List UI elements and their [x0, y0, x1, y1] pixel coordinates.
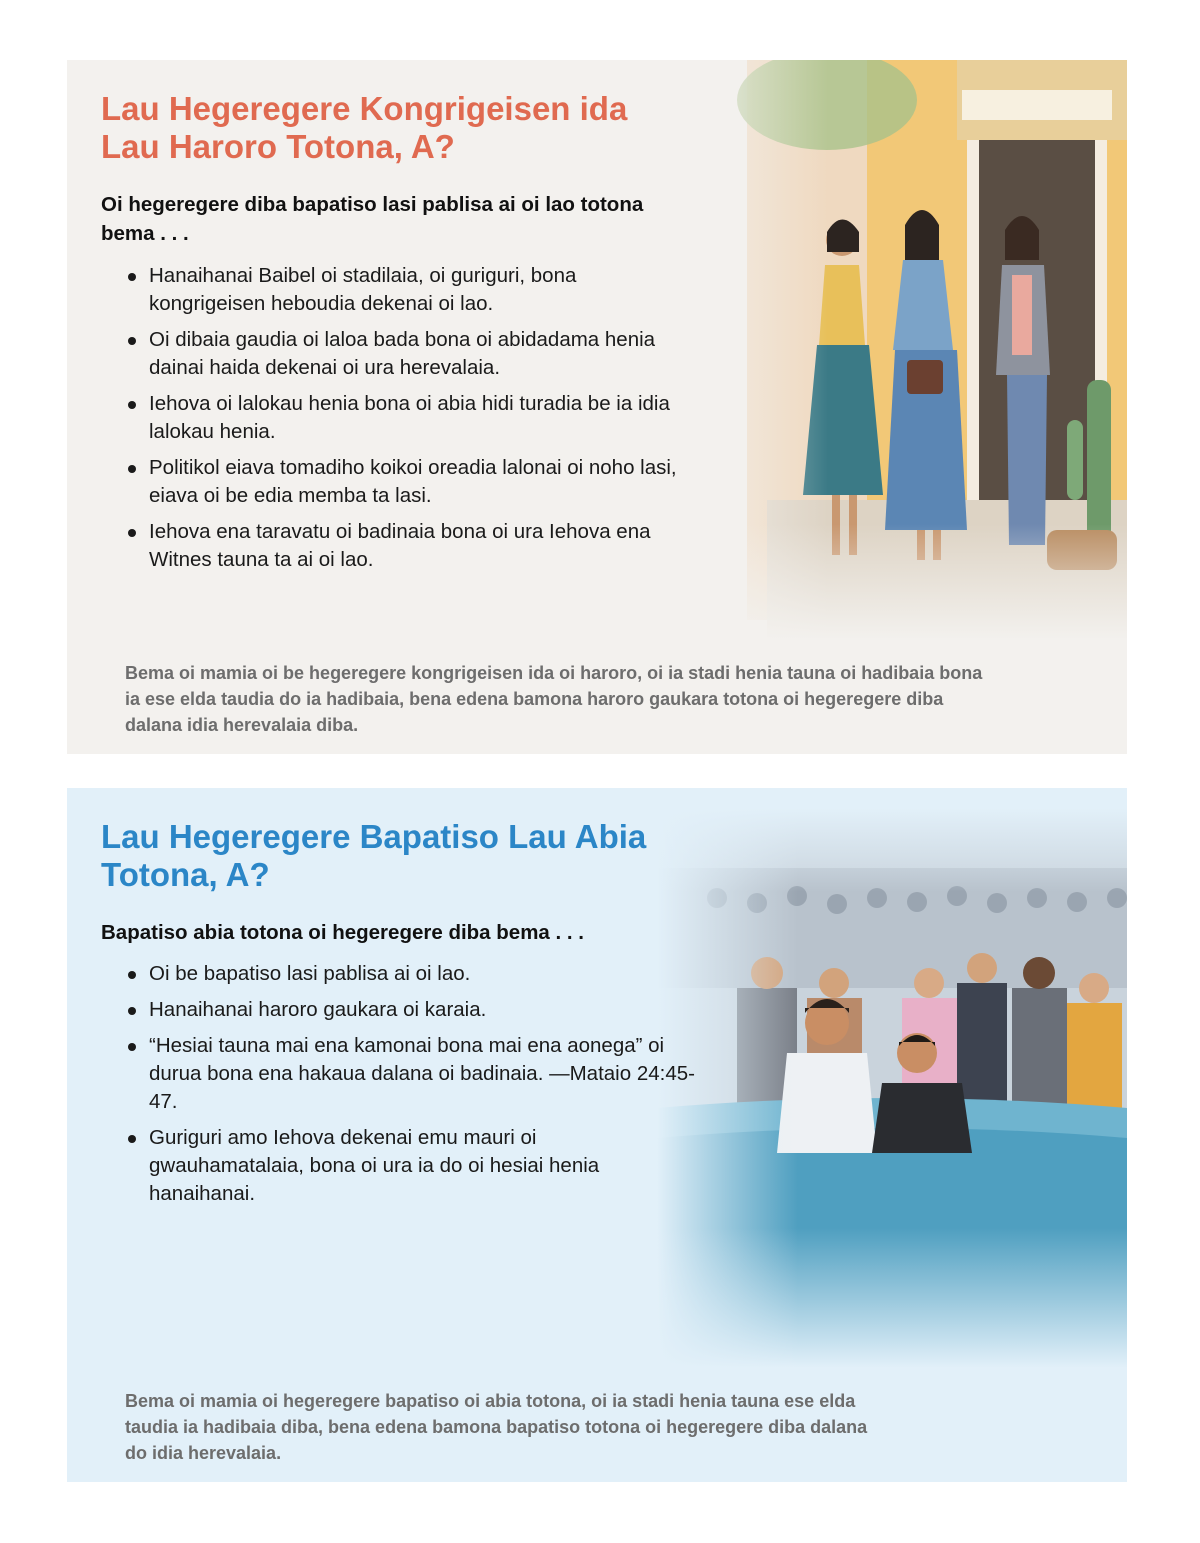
section-title: Lau Hegeregere Kongrigeisen ida Lau Haroro Totona, A?	[101, 90, 628, 165]
section-intro: Oi hegeregere diba bapatiso lasi pablisa ai oi lao totona bema . . .	[101, 193, 644, 245]
section-note: Bema oi mamia oi be hegeregere kongrigeisen ida oi haroro, oi ia stadi henia tauna oi hadibaia bona ia ese elda taudia do ia hadibaia, bena edena bamona haroro gaukara totona oi hegeregere diba dalana idia herevalaia diba.	[125, 663, 983, 735]
bullet-icon	[128, 1135, 136, 1143]
bullet-icon	[128, 971, 136, 979]
section-note: Bema oi mamia oi hegeregere bapatiso oi abia totona, oi ia stadi henia tauna ese elda taudia ia hadibaia diba, bena edena bamona bapatiso totona oi hegeregere diba dalana do idia herevalaia.	[125, 1391, 868, 1463]
list-item: Hanaihanai Baibel oi stadilaia, oi guriguri, bona kongrigeisen heboudia dekenai oi lao.	[125, 262, 695, 318]
section-intro: Bapatiso abia totona oi hegeregere diba bema . . .	[101, 921, 585, 944]
list-item: Hanaihanai haroro gaukara oi karaia.	[125, 996, 695, 1024]
bullet-icon	[128, 273, 136, 281]
list-item: Iehova oi lalokau henia bona oi abia hidi turadia be ia idia lalokau henia.	[125, 390, 695, 446]
list-item: Guriguri amo Iehova dekenai emu mauri oi gwauhamatalaia, bona oi ura ia do oi hesiai henia hanaihanai.	[125, 1124, 695, 1208]
list-item: Politikol eiava tomadiho koikoi oreadia lalonai oi noho lasi, eiava oi be edia memba ta lasi.	[125, 454, 695, 510]
section-card-preaching	[67, 60, 1127, 754]
list-item: Oi be bapatiso lasi pablisa ai oi lao.	[125, 960, 695, 988]
list-item: Iehova ena taravatu oi badinaia bona oi ura Iehova ena Witnes tauna ta ai oi lao.	[125, 518, 695, 574]
bullet-icon	[128, 337, 136, 345]
section-title: Lau Hegeregere Bapatiso Lau Abia Totona, A?	[101, 818, 647, 893]
bullet-icon	[128, 529, 136, 537]
bullet-icon	[128, 1007, 136, 1015]
bullet-icon	[128, 465, 136, 473]
bullet-icon	[128, 1043, 136, 1051]
list-item: Oi dibaia gaudia oi laloa bada bona oi abidadama henia dainai haida dekenai oi ura herevalaia.	[125, 326, 695, 382]
bullet-icon	[128, 401, 136, 409]
section-card-baptism	[67, 788, 1127, 1482]
requirements-list	[125, 262, 695, 582]
preaching-illustration	[667, 60, 1127, 640]
list-item: “Hesiai tauna mai ena kamonai bona mai ena aonega” oi durua bona ena hakaua dalana oi badinaia. —Mataio 24:45-47.	[125, 1032, 695, 1116]
baptism-illustration	[657, 808, 1127, 1368]
requirements-list	[125, 960, 695, 1216]
